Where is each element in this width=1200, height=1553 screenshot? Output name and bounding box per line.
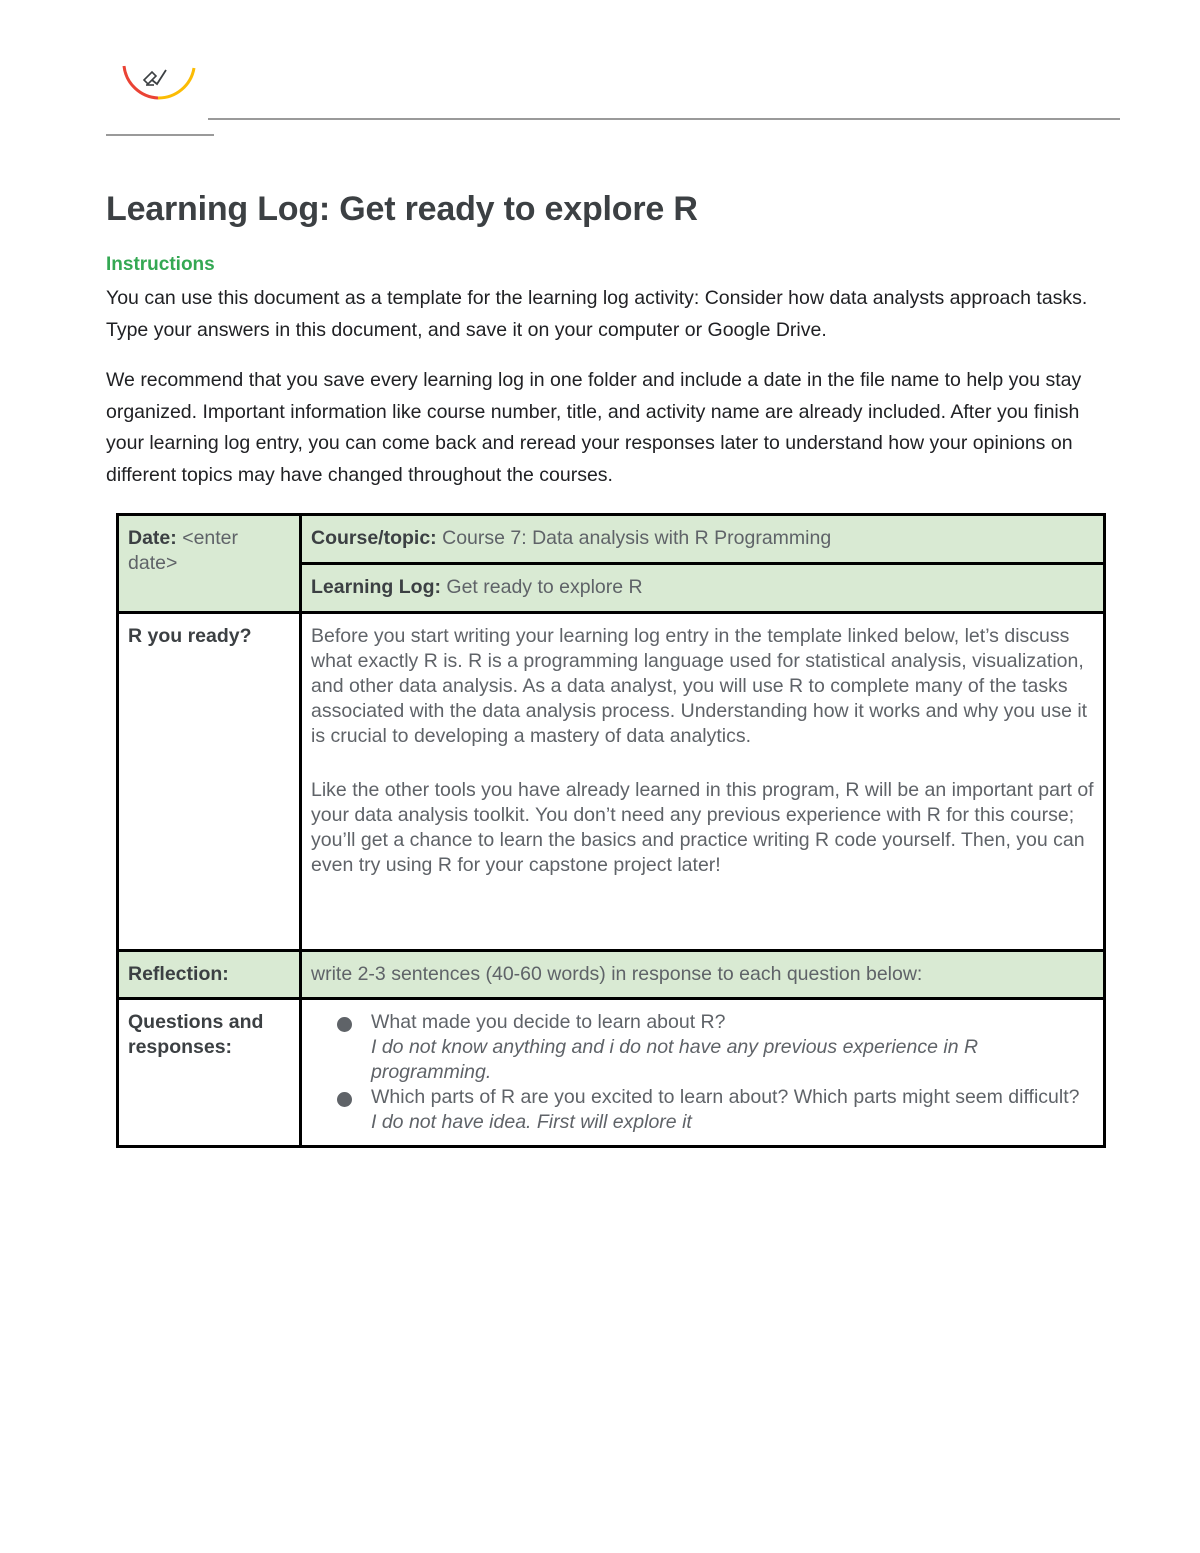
reflection-value-cell: [301, 951, 1105, 999]
ready-label: R you ready?: [128, 625, 252, 647]
ready-paragraph-1: Before you start writing your learning log entry in the template linked below, let’s discuss what exactly R is. R is a programming language used for statistical analysis, visualization, and other data analysis. As a data analyst, you will use R to complete many of the tasks associated with the data analysis process. Understanding how it works and why you use it is crucial to developing a mastery of data analytics.: [311, 625, 1088, 747]
date-cell[interactable]: [118, 515, 301, 613]
certificate-check-icon: [118, 58, 198, 102]
log-value: Get ready to explore R: [446, 576, 643, 598]
qa-item: [371, 1010, 1094, 1085]
ready-label-cell: [118, 613, 301, 951]
qa-label-cell: [118, 999, 301, 1147]
answer-text[interactable]: I do not know anything and i do not have any previous experience in R programming.: [371, 1036, 979, 1083]
header-rule: [208, 118, 1120, 120]
date-label: Date:: [128, 527, 177, 549]
header-rule-continued: [106, 134, 214, 136]
course-value: Course 7: Data analysis with R Programming: [442, 527, 832, 549]
reflection-label: Reflection:: [128, 963, 229, 985]
ready-paragraph-2: Like the other tools you have already learned in this program, R will be an important part of your data analysis toolkit. You don’t need any previous experience with R for this course; you’ll get a chance to learn the basics and practice writing R code yourself. Then, you can even try using R for your capstone project later!: [311, 779, 1094, 876]
qa-list: [311, 1010, 1094, 1135]
qa-item: [371, 1085, 1094, 1135]
course-cell: [301, 515, 1105, 564]
reflection-label-cell: [118, 951, 301, 999]
answer-text[interactable]: I do not have idea. First will explore it: [371, 1111, 692, 1133]
log-label: Learning Log:: [311, 576, 441, 598]
qa-cell[interactable]: [301, 999, 1105, 1147]
page-title: Learning Log: Get ready to explore R: [106, 190, 698, 228]
question-text: Which parts of R are you excited to learn about? Which parts might seem difficult?: [371, 1086, 1080, 1108]
ready-text-cell: [301, 613, 1105, 951]
learning-log-table: [116, 513, 1106, 1148]
reflection-value: write 2-3 sentences (40-60 words) in response to each question below:: [311, 963, 923, 985]
instructions-heading: Instructions: [106, 254, 215, 275]
log-cell: [301, 564, 1105, 613]
instructions-paragraph-2: We recommend that you save every learning log in one folder and include a date in the file name to help you stay organized. Important information like course number, title, and activity name are already included. After you finish your learning log entry, you can come back and reread your responses later to understand how your opinions on different topics may have changed throughout the courses.: [106, 369, 1082, 486]
course-label: Course/topic:: [311, 527, 437, 549]
date-value: <enter date>: [128, 527, 239, 574]
instructions-paragraph-1: You can use this document as a template for the learning log activity: Consider how data analysts approach tasks. Type your answers in this document, and save it on your computer or Google Drive.: [106, 287, 1088, 341]
qa-label: Questions and responses:: [128, 1011, 264, 1058]
question-text: What made you decide to learn about R?: [371, 1011, 726, 1033]
